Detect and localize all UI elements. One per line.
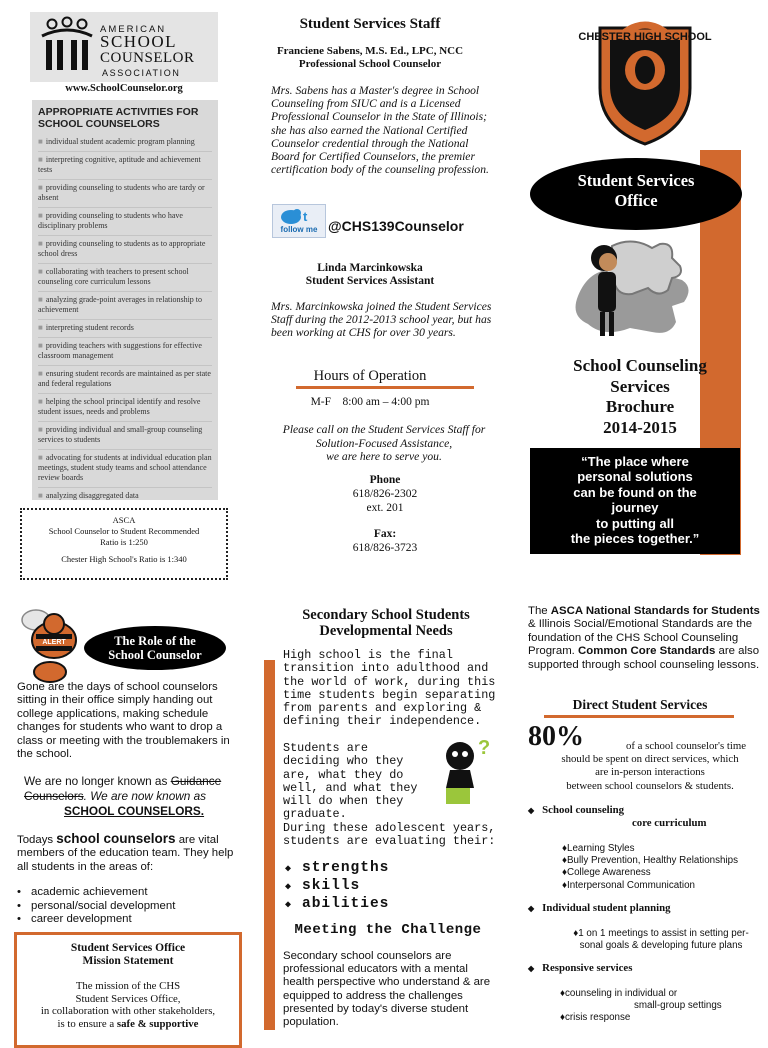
quote-text: “The place where personal solutions can be found on the journey to putting all the pieces together.”	[570, 454, 700, 547]
mission-statement-box	[14, 932, 242, 1048]
direct-services-divider	[544, 715, 734, 718]
challenge-text: Secondary school counselors are professional educators with a mental health perspective who understand & are equipped to address the challenges presented by today's diverse student population.	[283, 950, 491, 1029]
service-1: ◆ School counseling core curriculum	[528, 804, 707, 829]
list-item: ■ providing counseling to students as to appropriate school dress	[38, 236, 212, 264]
service-1-items	[562, 843, 762, 892]
ratio-box	[20, 508, 228, 580]
needs-heading: Secondary School Students Developmental Needs	[302, 607, 470, 639]
twitter-handle[interactable]: @CHS139Counselor	[328, 218, 464, 234]
needs-para-2: Students are deciding who they are, what they do well, and what they will do when they graduate.	[283, 741, 418, 822]
asca-logo-line-1: AMERICAN	[100, 24, 167, 35]
old-name: Guidance Counselors	[24, 774, 222, 803]
percent-text: of a school counselor's time should be spent on direct services, which are in-person interactions between school counselors & students.	[561, 740, 747, 792]
thinking-figure-icon	[434, 734, 498, 806]
call-note-line-3: we are here to serve you.	[326, 450, 442, 463]
role-title-oval	[84, 626, 226, 670]
list-item: ■ advocating for students at individual education plan meetings, student study teams and school attendance review boards	[38, 450, 212, 488]
needs-para-3: During these adolescent years, students are evaluating their:	[283, 821, 496, 849]
list-item: ■ analyzing grade-point averages in relationship to achievement	[38, 292, 212, 320]
call-note	[266, 423, 502, 464]
svg-text:?: ?	[478, 737, 491, 759]
list-item: ♦College Awareness	[562, 867, 651, 879]
list-item: ◆ abilities	[285, 896, 390, 912]
call-note-line-2: Solution-Focused Assistance,	[315, 436, 453, 450]
percent-value: 80%	[528, 721, 584, 752]
list-item: ■ helping the school principal identify and resolve student issues, needs and problems	[38, 394, 212, 422]
list-item: ■ providing counseling to students who have disciplinary problems	[38, 208, 212, 236]
person1-bio: Mrs. Sabens has a Master's degree in School Counseling from SIUC and is a Licensed Professional Counselor in the State of Illinois; she has also earned the National Certified Counselor credential through the National Board for Certified Counselors, the premier certification body of the counseling profession.	[271, 84, 489, 177]
list-item: ■ interpreting cognitive, aptitude and achievement tests	[38, 152, 212, 180]
person2-title: Student Services Assistant	[305, 275, 435, 287]
areas-list	[17, 886, 241, 927]
crest-text: CHESTER HIGH SCHOOL	[578, 31, 712, 43]
office-title: Student Services Office	[577, 171, 695, 210]
role-todays: Todays school counselors are vital members of the education team. They help all students in the areas of:	[17, 831, 234, 873]
list-item: • academic achievement	[17, 886, 148, 898]
hours-divider	[296, 386, 474, 389]
activities-heading: APPROPRIATE ACTIVITIES FOR SCHOOL COUNSELORS	[38, 106, 199, 130]
list-item: ♦Bully Prevention, Healthy Relationships	[562, 855, 738, 867]
phone-label: Phone	[369, 474, 401, 486]
list-item: ◆ strengths	[285, 860, 390, 876]
role-known-as: We are no longer known as Guidance Counselors. We are now known as SCHOOL COUNSELORS.	[24, 774, 222, 818]
person2-bio: Mrs. Marcinkowska joined the Student Services Staff during the 2012-2013 school year, but has been working at CHS for over 30 years.	[271, 300, 492, 340]
person1-title: Professional School Counselor	[298, 58, 442, 70]
hours-heading: Hours of Operation	[313, 368, 427, 384]
svg-text:t: t	[303, 209, 308, 224]
asca-logo	[30, 12, 218, 82]
quote-box	[530, 448, 740, 554]
office-title-oval	[530, 158, 742, 230]
role-intro: Gone are the days of school counselors sitting in their office simply handing out college applications, making schedule changes for students who want to drop a class or meeting with the troublemakers in the school.	[17, 681, 230, 761]
follow-me-label: follow me	[280, 225, 318, 234]
list-item: ■ analyzing disaggregated data	[38, 491, 139, 500]
needs-para-1: High school is the final transition into adulthood and the world of work, during this time students begin separating from parents and exploring & defining their independence.	[283, 648, 496, 729]
person2-name: Linda Marcinkowska	[317, 262, 423, 274]
chester-crest-icon	[578, 8, 712, 148]
call-note-line-1: Please call on the Student Services Staff for	[282, 423, 486, 436]
direct-services-heading: Direct Student Services	[572, 697, 708, 712]
appropriate-activities-panel	[32, 100, 218, 500]
list-item: ♦Interpersonal Communication	[562, 879, 695, 891]
asca-logo-line-3: COUNSELOR	[100, 50, 195, 66]
list-item: ■ ensuring student records are maintained as per state and federal regulations	[38, 366, 212, 394]
staff-heading: Student Services Staff	[299, 16, 441, 32]
list-item: • career development	[17, 913, 132, 925]
list-item: ■ interpreting student records	[38, 320, 212, 338]
ratio-recommended: School Counselor to Student Recommended Ratio is 1:250	[48, 526, 200, 547]
standards-intro: The ASCA National Standards for Students & Illinois Social/Emotional Standards are the foundation of the CHS School Counseling Program. Common Core Standards are also supported through school counseling lessons.	[528, 605, 760, 671]
list-item: ◆ skills	[285, 878, 361, 894]
challenge-heading: Meeting the Challenge	[294, 922, 482, 938]
mascot-text: ALERT	[42, 639, 66, 646]
list-item: ■ collaborating with teachers to present school counseling core curriculum lessons	[38, 264, 212, 292]
service-2: ◆ Individual student planning	[528, 902, 671, 914]
asca-pillars-icon	[38, 16, 96, 76]
hours-value: M-F 8:00 am – 4:00 pm	[310, 396, 430, 408]
activities-list	[32, 134, 218, 505]
list-item: • personal/social development	[17, 899, 176, 912]
traits-list	[285, 860, 485, 914]
mission-text: The mission of the CHS Student Services Office, in collaboration with other stakeholders, is to ensure a safe & supportive	[40, 980, 216, 1030]
needs-accent-bar	[264, 660, 275, 1030]
service-3-items: ♦counseling in individual or small-group settings ♦crisis response	[560, 988, 722, 1024]
service-2-items: ♦1 on 1 meetings to assist in setting per- sonal goals & developing future plans	[573, 928, 749, 952]
phone-ext: ext. 201	[366, 502, 404, 514]
asca-logo-line-4: ASSOCIATION	[102, 68, 181, 78]
fax-label: Fax:	[373, 528, 397, 540]
bird-icon	[277, 207, 321, 225]
list-item: ■ providing teachers with suggestions for effective classroom management	[38, 338, 212, 366]
service-3: ◆ Responsive services	[528, 962, 633, 974]
new-name: SCHOOL COUNSELORS.	[64, 804, 205, 818]
list-item: ♦Learning Styles	[562, 843, 635, 854]
chester-ratio: Chester High School's Ratio is 1:340	[61, 554, 187, 564]
role-title: The Role of the School Counselor	[108, 634, 202, 662]
brochure-title: School Counseling Services Brochure 2014-2015	[573, 356, 707, 437]
ratio-title: ASCA	[112, 515, 136, 525]
list-item: ■ providing individual and small-group counseling services to students	[38, 422, 212, 450]
fax-number: 618/826-3723	[352, 542, 418, 554]
list-item: ■ individual student academic program planning	[38, 134, 212, 152]
asca-logo-line-2: SCHOOL	[100, 32, 178, 51]
list-item: ■ providing counseling to students who are tardy or absent	[38, 180, 212, 208]
asca-url[interactable]: www.SchoolCounselor.org	[65, 83, 183, 94]
person1-name: Franciene Sabens, M.S. Ed., LPC, NCC	[276, 45, 464, 57]
phone-number[interactable]: 618/826-2302	[352, 488, 418, 500]
puzzle-girl-illustration	[560, 236, 700, 346]
twitter-follow-badge[interactable]	[272, 204, 326, 238]
mission-heading: Student Services Office Mission Statement	[70, 942, 186, 967]
hornet-mascot-icon	[14, 604, 86, 684]
